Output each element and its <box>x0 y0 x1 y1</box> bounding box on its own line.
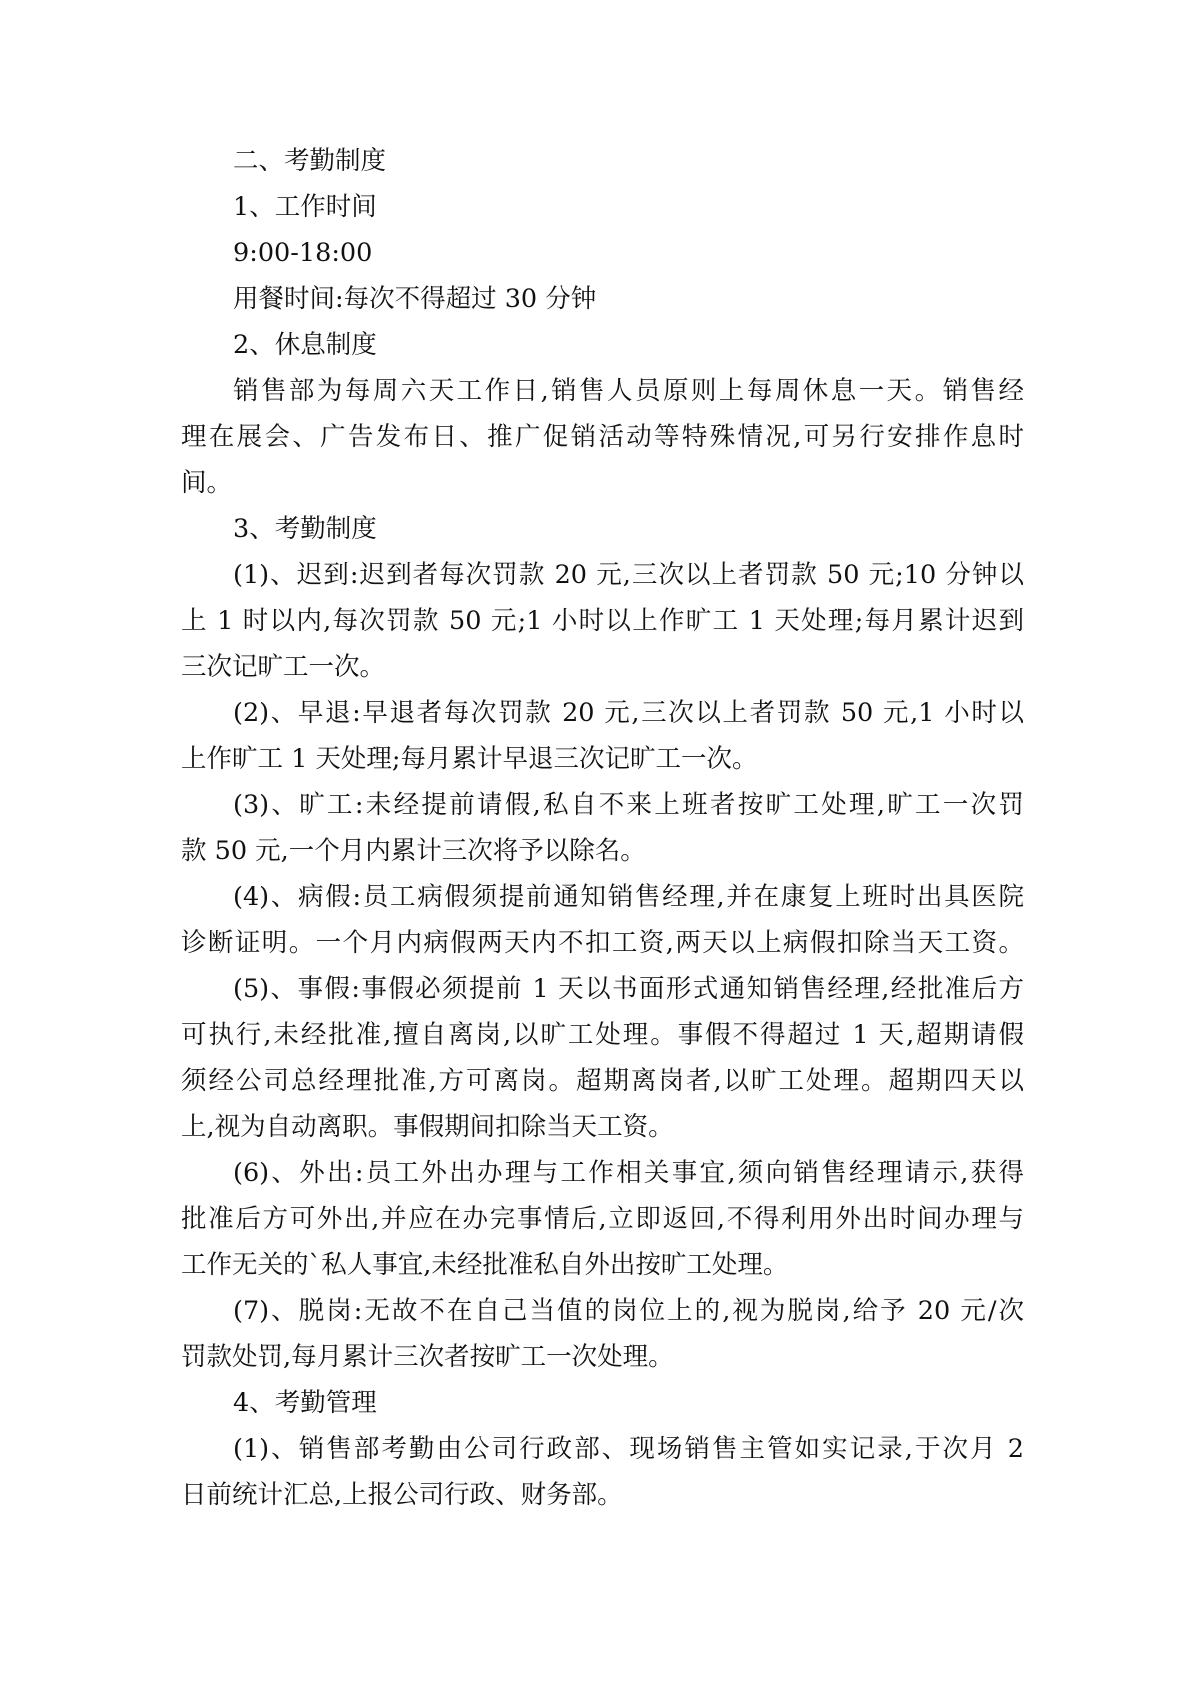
text-line: 9:00-18:00 <box>233 238 373 268</box>
text-line: 罚款处罚,每月累计三次者按旷工一次处理。 <box>181 1342 674 1372</box>
text-line: 上作旷工 1 天处理;每月累计早退三次记旷工一次。 <box>181 744 758 774</box>
text-line: (2)、早退:早退者每次罚款 20 元,三次以上者罚款 50 元,1 小时以 <box>233 698 1024 728</box>
text-line: 间。 <box>181 468 233 498</box>
text-line: 须经公司总经理批准,方可离岗。超期离岗者,以旷工处理。超期四天以 <box>181 1066 1024 1096</box>
text-line: 二、考勤制度 <box>233 146 387 176</box>
text-line: 日前统计汇总,上报公司行政、财务部。 <box>181 1480 623 1510</box>
text-line: (6)、外出:员工外出办理与工作相关事宜,须向销售经理请示,获得 <box>233 1158 1024 1188</box>
text-line: 用餐时间:每次不得超过 30 分钟 <box>233 284 597 314</box>
text-line: (4)、病假:员工病假须提前通知销售经理,并在康复上班时出具医院 <box>233 882 1024 912</box>
text-line: 3、考勤制度 <box>233 514 377 544</box>
text-line: 1、工作时间 <box>233 192 377 222</box>
text-line: (3)、旷工:未经提前请假,私自不来上班者按旷工处理,旷工一次罚 <box>233 790 1024 820</box>
text-line: 上 1 时以内,每次罚款 50 元;1 小时以上作旷工 1 天处理;每月累计迟到 <box>181 606 1024 636</box>
text-line: 三次记旷工一次。 <box>181 652 386 682</box>
text-line: (5)、事假:事假必须提前 1 天以书面形式通知销售经理,经批准后方 <box>233 974 1024 1004</box>
text-line: 4、考勤管理 <box>233 1388 377 1418</box>
text-line: (7)、脱岗:无故不在自己当值的岗位上的,视为脱岗,给予 20 元/次 <box>233 1296 1024 1326</box>
text-line: (1)、销售部考勤由公司行政部、现场销售主管如实记录,于次月 2 <box>233 1434 1024 1464</box>
text-line: 上,视为自动离职。事假期间扣除当天工资。 <box>181 1112 674 1142</box>
text-line: 款 50 元,一个月内累计三次将予以除名。 <box>181 836 646 866</box>
document-body <box>181 138 1024 1518</box>
text-line: 批准后方可外出,并应在办完事情后,立即返回,不得利用外出时间办理与 <box>181 1204 1024 1234</box>
text-line: 销售部为每周六天工作日,销售人员原则上每周休息一天。销售经 <box>233 376 1024 406</box>
text-line: (1)、迟到:迟到者每次罚款 20 元,三次以上者罚款 50 元;10 分钟以 <box>233 560 1024 590</box>
text-line: 可执行,未经批准,擅自离岗,以旷工处理。事假不得超过 1 天,超期请假 <box>181 1020 1024 1050</box>
text-line: 诊断证明。一个月内病假两天内不扣工资,两天以上病假扣除当天工资。 <box>181 928 1024 958</box>
text-line: 工作无关的`私人事宜,未经批准私自外出按旷工处理。 <box>181 1250 789 1280</box>
text-line: 理在展会、广告发布日、推广促销活动等特殊情况,可另行安排作息时 <box>181 422 1024 452</box>
text-line: 2、休息制度 <box>233 330 377 360</box>
